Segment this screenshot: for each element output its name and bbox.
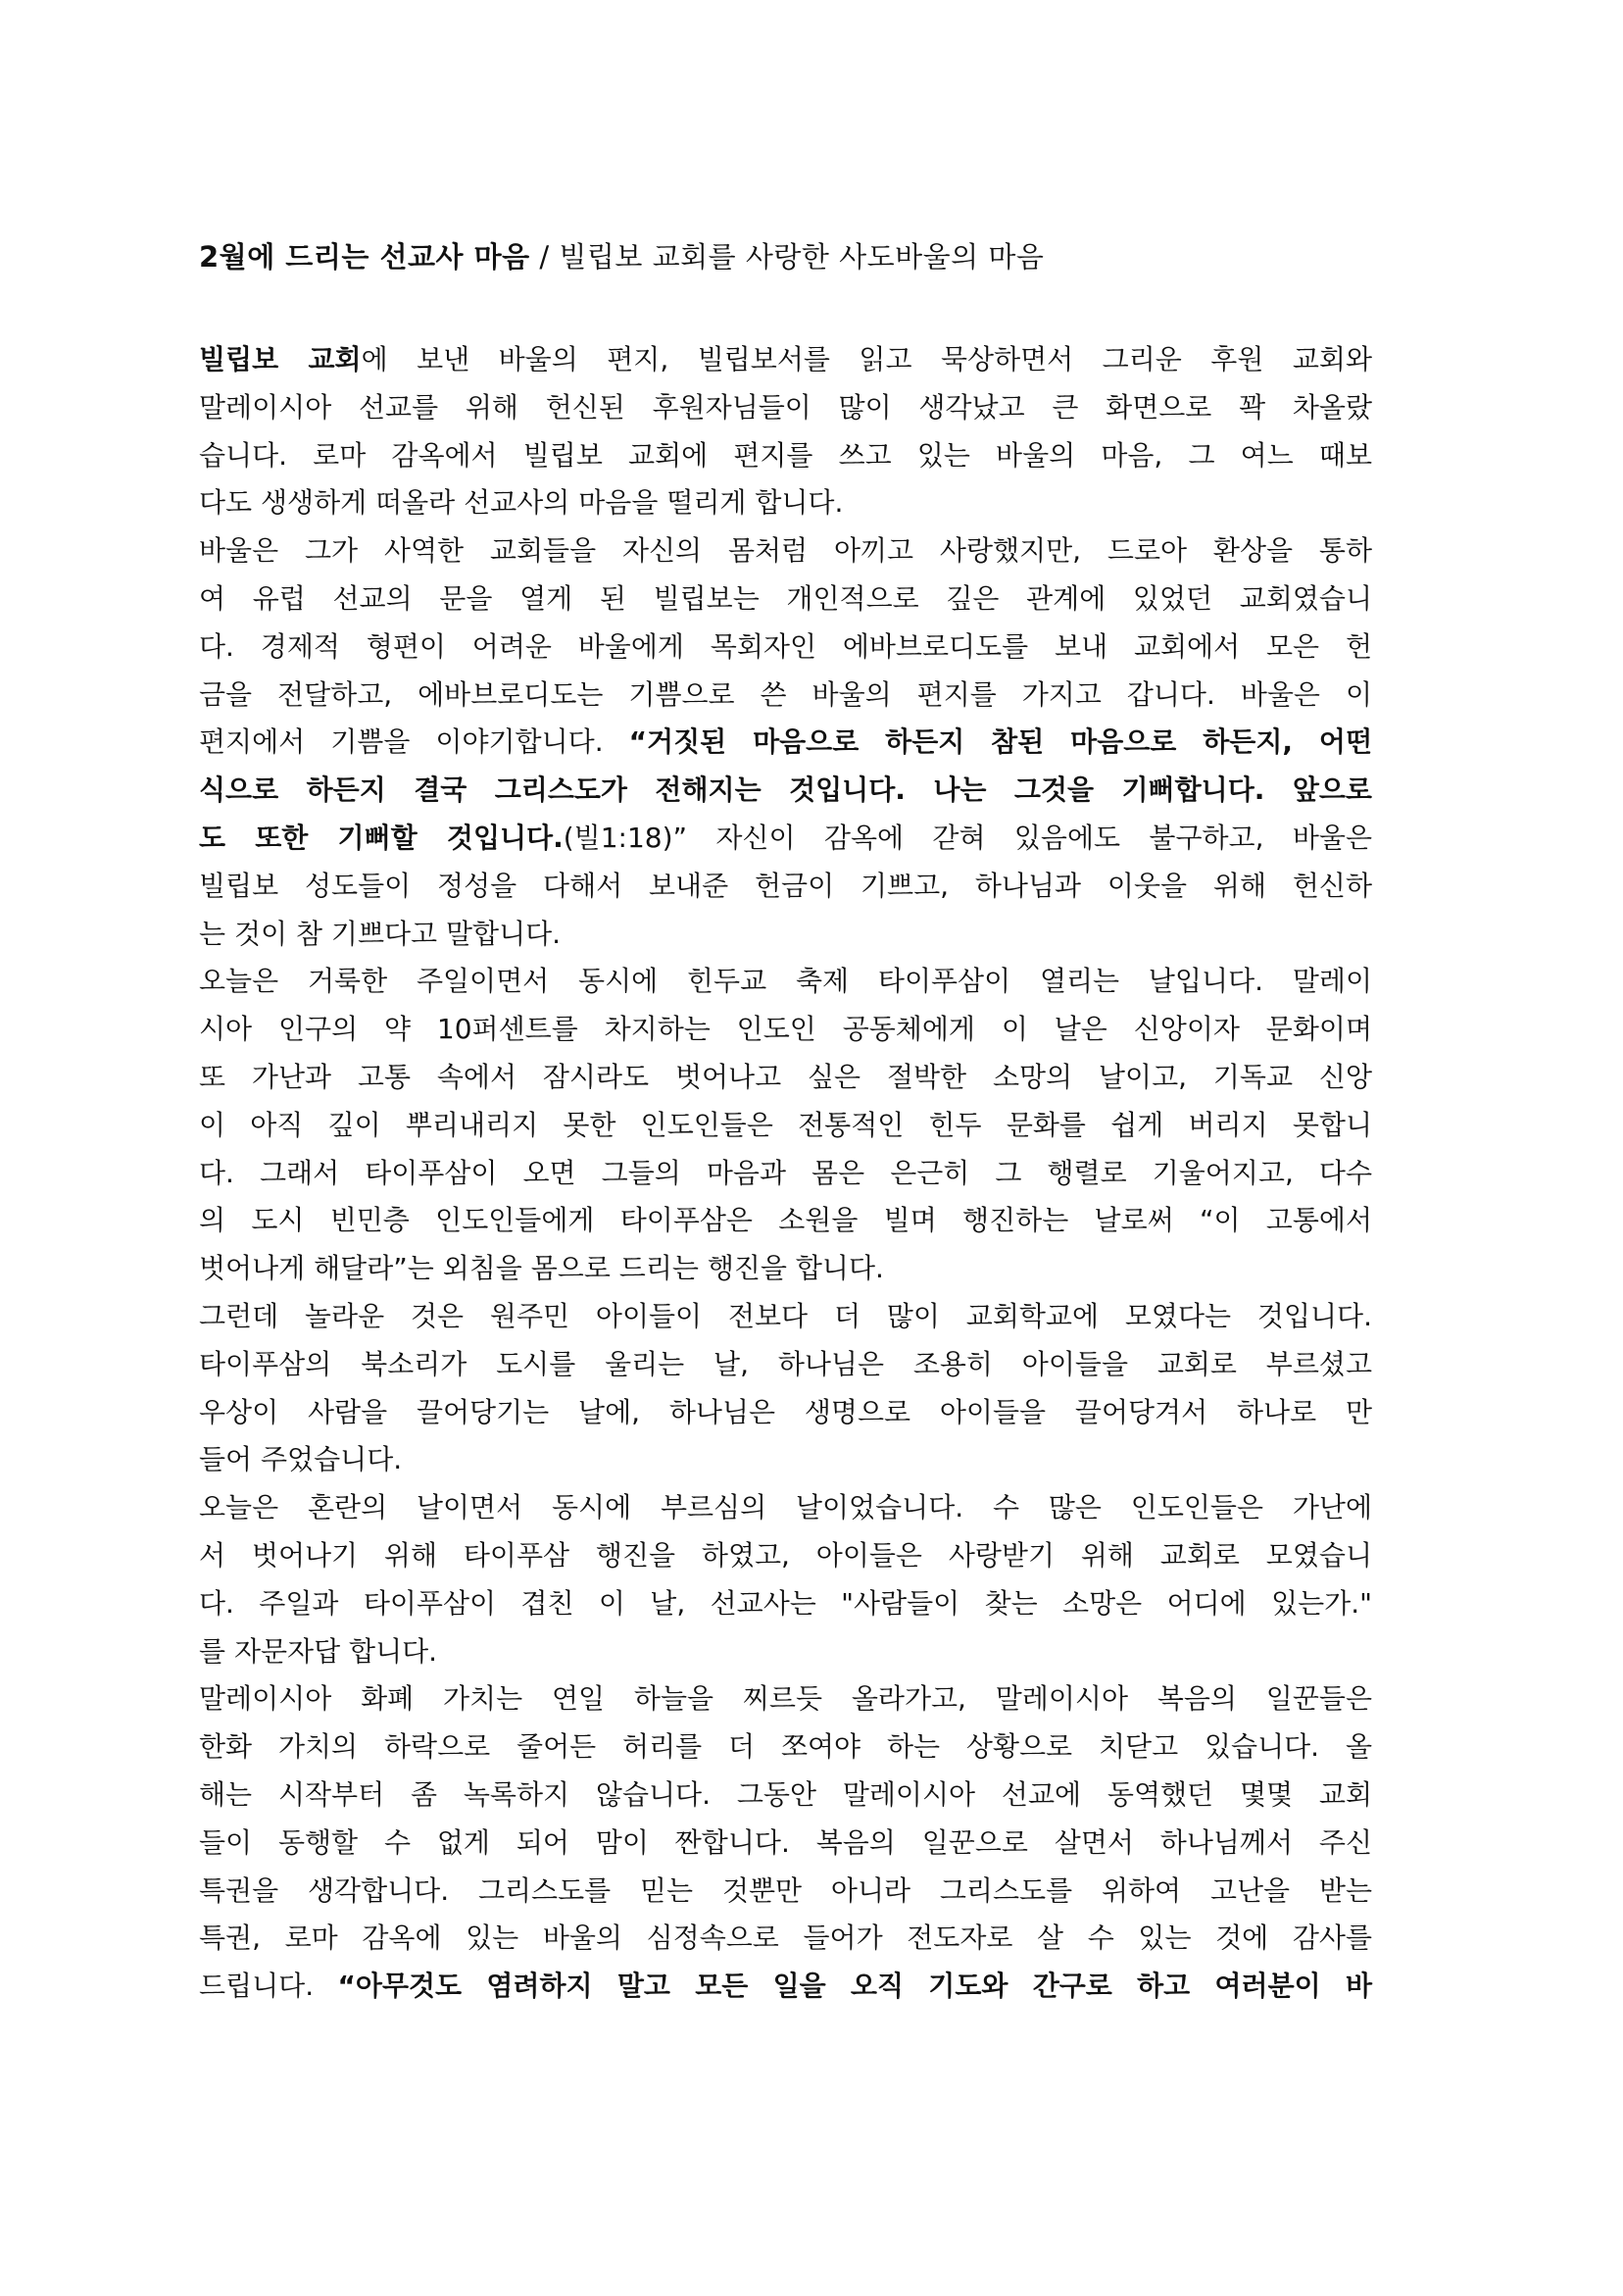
text-line [199,1820,1372,1868]
text-line [199,1484,1372,1532]
text-segment: 이 아직 깊이 뿌리내리지 못한 인도인들은 전통적인 힌두 문화를 쉽게 버리지 못합니 [199,1108,1372,1141]
text-segment: 들어 주었습니다. [199,1443,403,1476]
text-segment: 다. 주일과 타이푸삼이 겹친 이 날, 선교사는 "사람들이 찾는 소망은 어디에 있는가." [199,1586,1372,1620]
text-segment: 빌립보 성도들이 정성을 다해서 보내준 헌금이 기쁘고, 하나님과 이웃을 위해 헌신하 [199,869,1372,902]
text-segment: 한화 가치의 하락으로 줄어든 허리를 더 쪼여야 하는 상황으로 치닫고 있습니다. 올 [199,1730,1372,1764]
text-segment: 다도 생생하게 떠올라 선교사의 마음을 떨리게 합니다. [199,486,844,520]
text-segment: 특권, 로마 감옥에 있는 바울의 심정속으로 들어가 전도자로 살 수 있는 것에 감사를 [199,1922,1372,1955]
text-line [199,1963,1372,2011]
text-line [199,1006,1372,1054]
bold-text-segment: 도 또한 기뻐할 것입니다. [199,821,564,854]
text-line [199,1197,1372,1245]
text-segment: 들이 동행할 수 없게 되어 맘이 짠합니다. 복음의 일꾼으로 살면서 하나님께서 주신 [199,1825,1372,1859]
text-line [199,336,1372,384]
text-line [199,1580,1372,1628]
text-segment: 바울은 그가 사역한 교회들을 자신의 몸처럼 아끼고 사랑했지만, 드로아 환상을 통하 [199,534,1372,568]
text-line [199,1293,1372,1341]
text-line [199,1532,1372,1580]
text-line [199,624,1372,672]
text-segment: 시아 인구의 약 10퍼센트를 차지하는 인도인 공동체에게 이 날은 신앙이자 문화이며 [199,1013,1372,1046]
text-line [199,1628,1372,1676]
text-line [199,815,1372,863]
text-segment: 말레이시아 선교를 위해 헌신된 후원자님들이 많이 생각났고 큰 화면으로 꽉 차올랐 [199,390,1372,424]
text-segment: 습니다. 로마 감옥에서 빌립보 교회에 편지를 쓰고 있는 바울의 마음, 그 여느 때보 [199,438,1372,472]
text-line [199,863,1372,911]
text-line [199,1341,1372,1389]
title-separator: / [529,240,560,274]
text-segment: 에 보낸 바울의 편지, 빌립보서를 읽고 묵상하면서 그리운 후원 교회와 [361,343,1372,375]
text-line [199,1150,1372,1198]
text-segment: 벗어나게 해달라”는 외침을 몸으로 드리는 행진을 합니다. [199,1252,884,1285]
text-segment: 그런데 놀라운 것은 원주민 아이들이 전보다 더 많이 교회학교에 모였다는 것입니다. [199,1299,1372,1332]
text-line [199,479,1372,527]
text-line [199,1389,1372,1437]
text-segment: 편지에서 기쁨을 이야기합니다. [199,725,629,759]
text-line [199,527,1372,575]
text-line [199,672,1372,720]
text-segment: 특권을 생각합니다. 그리스도를 믿는 것뿐만 아니라 그리스도를 위하여 고난을 받는 [199,1873,1372,1907]
bold-text-segment: “거짓된 마음으로 하든지 참된 마음으로 하든지, 어떤 [628,725,1372,759]
text-line [199,1436,1372,1484]
text-segment: 다. 경제적 형편이 어려운 바울에게 목회자인 에바브로디도를 보내 교회에서 모은 헌 [199,629,1372,663]
text-segment: 오늘은 혼란의 날이면서 동시에 부르심의 날이었습니다. 수 많은 인도인들은 가난에 [199,1491,1372,1524]
title-subtitle: 빌립보 교회를 사랑한 사도바울의 마음 [559,240,1045,274]
text-line [199,1868,1372,1916]
text-line [199,1102,1372,1150]
text-line [199,911,1372,959]
text-segment: 여 유럽 선교의 문을 열게 된 빌립보는 개인적으로 깊은 관계에 있었던 교회였습니 [199,581,1372,615]
text-segment: (빌1:18)” 자신이 감옥에 갇혀 있음에도 불구하고, 바울은 [563,821,1372,854]
text-segment: 드립니다. [199,1970,338,2003]
text-segment: 다. 그래서 타이푸삼이 오면 그들의 마음과 몸은 은근히 그 행렬로 기울어지고, 다수 [199,1156,1372,1189]
text-line [199,432,1372,480]
text-line [199,719,1372,767]
text-segment: 의 도시 빈민층 인도인들에게 타이푸삼은 소원을 빌며 행진하는 날로써 “이 고통에서 [199,1204,1372,1237]
text-segment: 오늘은 거룩한 주일이면서 동시에 힌두교 축제 타이푸삼이 열리는 날입니다. 말레이 [199,965,1372,998]
text-line [199,1245,1372,1293]
text-line [199,958,1372,1006]
text-line [199,1675,1372,1723]
text-segment: 를 자문자답 합니다. [199,1634,438,1668]
text-segment: 말레이시아 화폐 가치는 연일 하늘을 찌르듯 올라가고, 말레이시아 복음의 일꾼들은 [199,1682,1372,1716]
text-segment: 우상이 사람을 끌어당기는 날에, 하나님은 생명으로 아이들을 끌어당겨서 하나로 만 [199,1395,1372,1428]
text-line [199,1054,1372,1102]
document-page [199,231,1372,2011]
text-line [199,767,1372,815]
bold-text-segment: 빌립보 교회 [199,343,362,375]
text-segment: 타이푸삼의 북소리가 도시를 울리는 날, 하나님은 조용히 아이들을 교회로 부르셨고 [199,1347,1372,1380]
text-segment: 서 벗어나기 위해 타이푸삼 행진을 하였고, 아이들은 사랑받기 위해 교회로 모였습니 [199,1538,1372,1572]
text-line [199,384,1372,432]
text-line [199,1915,1372,1963]
title-bold-part: 2월에 드리는 선교사 마음 [199,240,530,274]
text-line [199,1723,1372,1772]
text-segment: 또 가난과 고통 속에서 잠시라도 벗어나고 싶은 절박한 소망의 날이고, 기독교 신앙 [199,1060,1372,1093]
text-segment: 는 것이 참 기쁘다고 말합니다. [199,917,562,950]
bold-text-segment: “아무것도 염려하지 말고 모든 일을 오직 기도와 간구로 하고 여러분이 바 [337,1970,1372,2003]
text-line [199,575,1372,624]
text-segment: 해는 시작부터 좀 녹록하지 않습니다. 그동안 말레이시아 선교에 동역했던 몇몇 교회 [199,1777,1372,1811]
document-body [199,336,1372,2011]
bold-text-segment: 식으로 하든지 결국 그리스도가 전해지는 것입니다. 나는 그것을 기뻐합니다. 앞으로 [199,774,1372,807]
document-title [199,231,1372,282]
text-segment: 금을 전달하고, 에바브로디도는 기쁨으로 쓴 바울의 편지를 가지고 갑니다. 바울은 이 [199,677,1372,711]
text-line [199,1772,1372,1820]
